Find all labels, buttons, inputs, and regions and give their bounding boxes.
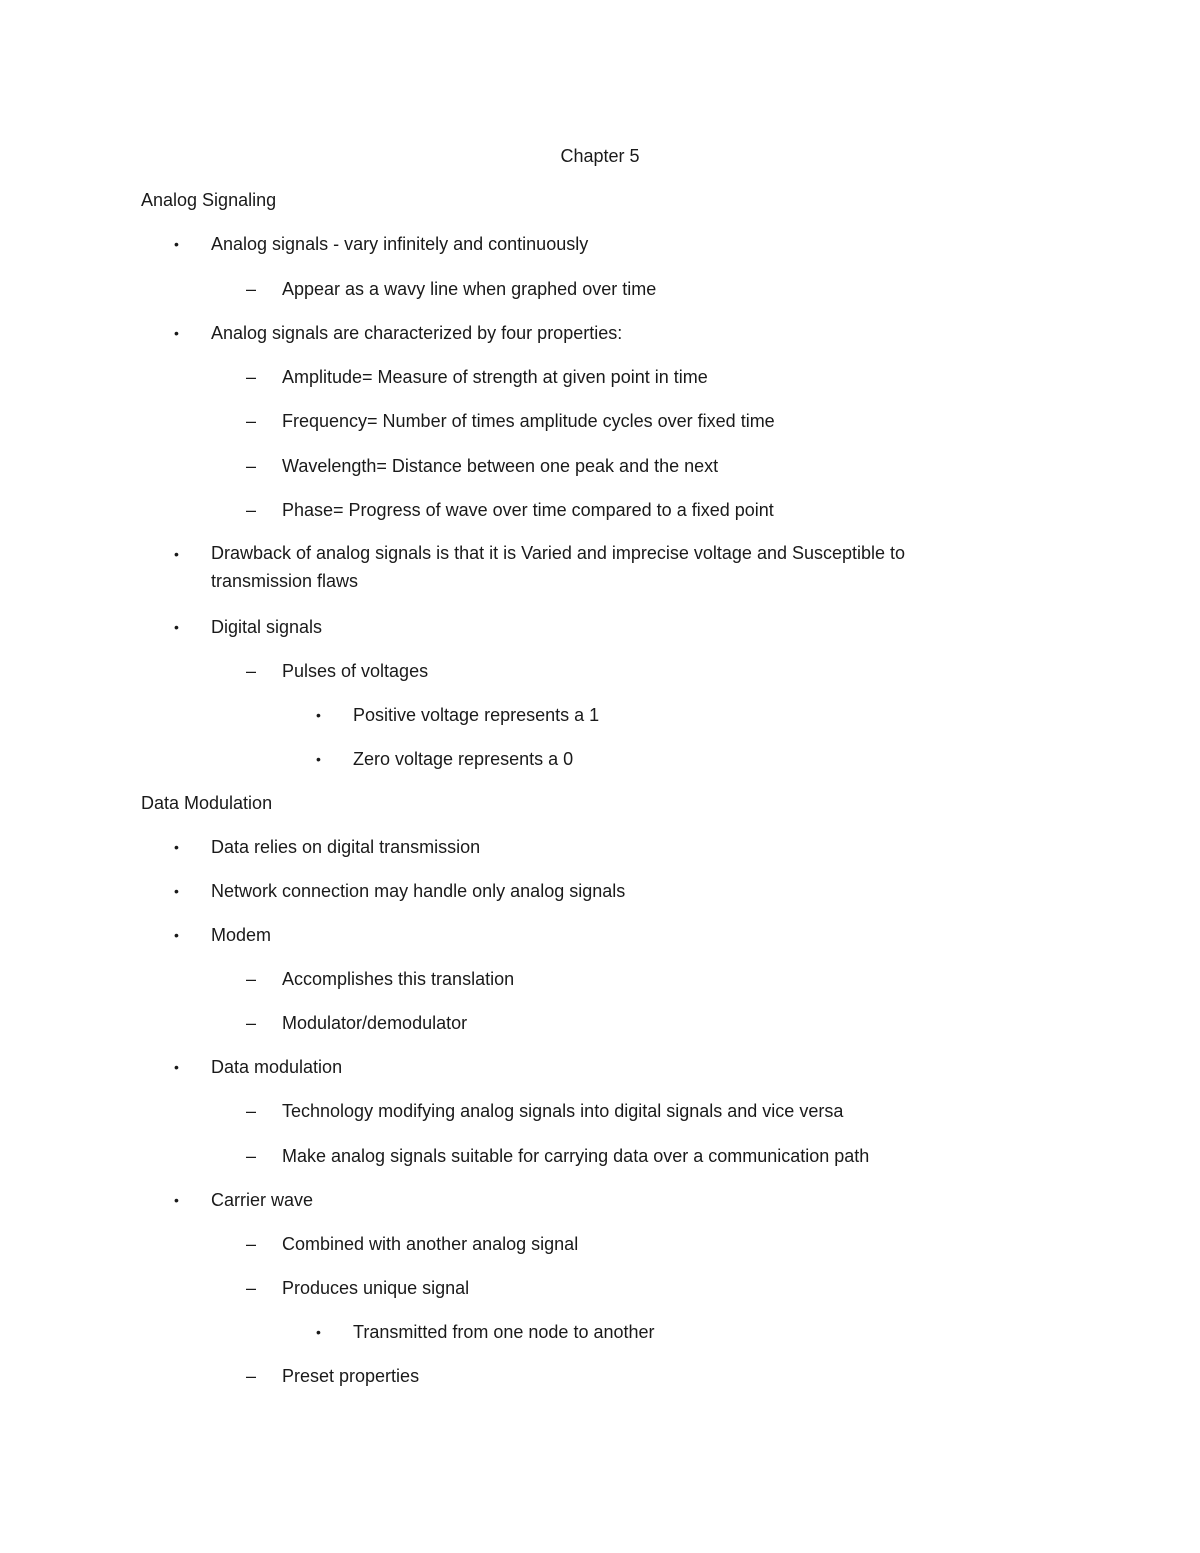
list-item: Produces unique signal xyxy=(282,1278,470,1298)
bullet-marker: • xyxy=(174,839,179,855)
dash-marker: – xyxy=(246,661,257,681)
bullet-marker: • xyxy=(174,883,179,899)
dash-marker: – xyxy=(246,1278,257,1298)
dash-marker: – xyxy=(246,367,257,387)
dash-marker: – xyxy=(246,500,257,520)
bullet-marker: • xyxy=(316,1324,321,1340)
list-item: Amplitude= Measure of strength at given point in time xyxy=(282,367,708,387)
list-item: Modulator/demodulator xyxy=(282,1013,468,1033)
dash-marker: – xyxy=(246,1101,257,1121)
list-item: Combined with another analog signal xyxy=(282,1234,579,1254)
dash-marker: – xyxy=(246,1146,257,1166)
list-item: Phase= Progress of wave over time compared to a fixed point xyxy=(282,500,774,520)
bullet-marker: • xyxy=(316,707,321,723)
list-item: Analog signals are characterized by four properties: xyxy=(211,323,623,343)
dash-marker: – xyxy=(246,1013,257,1033)
list-item: Appear as a wavy line when graphed over time xyxy=(282,279,657,299)
page-title: Chapter 5 xyxy=(560,146,640,166)
bullet-marker: • xyxy=(174,546,179,562)
list-item: Pulses of voltages xyxy=(282,661,429,681)
dash-marker: – xyxy=(246,1234,257,1254)
dash-marker: – xyxy=(246,411,257,431)
list-item: Network connection may handle only analog signals xyxy=(211,881,626,901)
list-item: Analog signals - vary infinitely and continuously xyxy=(211,234,589,254)
list-item: Digital signals xyxy=(211,617,323,637)
list-item: Carrier wave xyxy=(211,1190,314,1210)
list-item: Positive voltage represents a 1 xyxy=(353,705,600,725)
bullet-marker: • xyxy=(174,927,179,943)
list-item: Technology modifying analog signals into digital signals and vice versa xyxy=(282,1101,844,1121)
bullet-marker: • xyxy=(174,619,179,635)
dash-marker: – xyxy=(246,969,257,989)
dash-marker: – xyxy=(246,1366,257,1386)
bullet-marker: • xyxy=(174,1059,179,1075)
list-item: Modem xyxy=(211,925,272,945)
list-item: Transmitted from one node to another xyxy=(353,1322,655,1342)
section-heading-analog-signaling: Analog Signaling xyxy=(141,190,277,210)
section-heading-data-modulation: Data Modulation xyxy=(141,793,273,813)
bullet-marker: • xyxy=(174,236,179,252)
list-item: Data relies on digital transmission xyxy=(211,837,481,857)
dash-marker: – xyxy=(246,456,257,476)
list-item: Zero voltage represents a 0 xyxy=(353,749,574,769)
list-item: Accomplishes this translation xyxy=(282,969,515,989)
list-item: Make analog signals suitable for carrying data over a communication path xyxy=(282,1146,870,1166)
bullet-marker: • xyxy=(316,751,321,767)
dash-marker: – xyxy=(246,279,257,299)
list-item: Wavelength= Distance between one peak and the next xyxy=(282,456,719,476)
list-item: Data modulation xyxy=(211,1057,343,1077)
bullet-marker: • xyxy=(174,325,179,341)
list-item: Frequency= Number of times amplitude cycles over fixed time xyxy=(282,411,775,431)
list-item: Drawback of analog signals is that it is Varied and imprecise voltage and Susceptible to transmission flaws xyxy=(211,543,906,591)
bullet-marker: • xyxy=(174,1192,179,1208)
list-item: Preset properties xyxy=(282,1366,420,1386)
